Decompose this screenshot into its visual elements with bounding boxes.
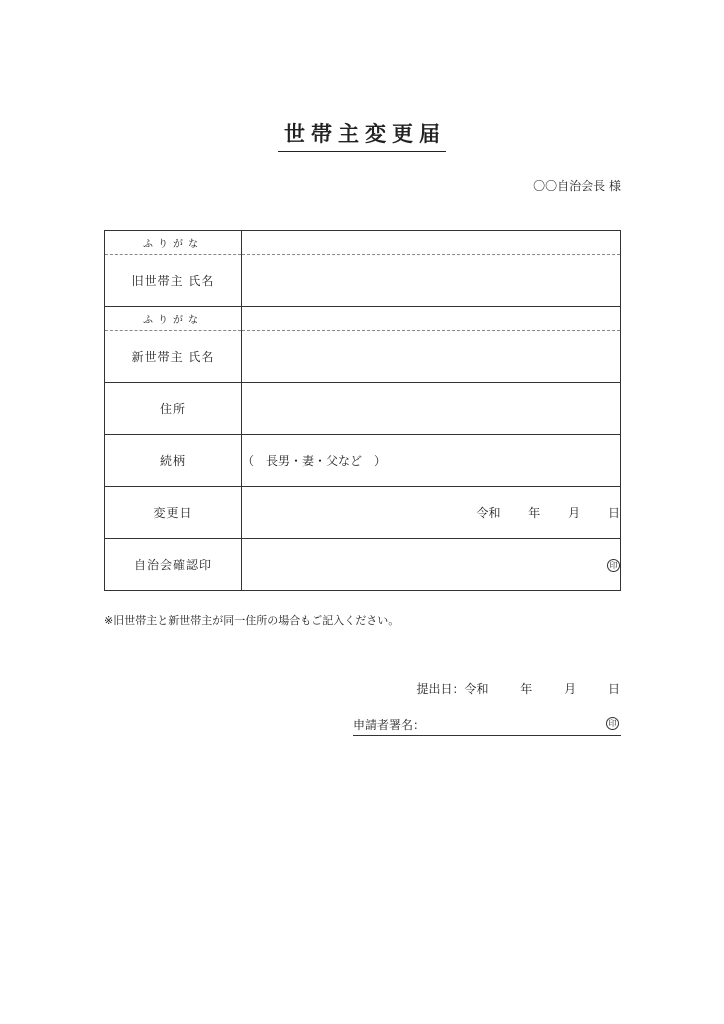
form-title-wrap [0,118,724,152]
seal-icon: 印 [606,717,619,730]
seal-icon: 印 [607,559,620,572]
change-date-row [105,487,621,539]
address-label: 住所 [105,383,242,435]
relation-field[interactable]: （ 長男・妻・父など ） [242,435,621,487]
address-row [105,383,621,435]
new-furigana-row [105,307,621,331]
day-text: 日 [607,506,620,520]
new-furigana-field[interactable] [242,307,621,331]
signature-label: 申請者署名： [353,718,426,732]
addressee: 〇〇自治会長 様 [533,179,621,193]
furigana-label: ふりがな [105,307,242,331]
change-date-label: 変更日 [105,487,242,539]
change-date-field[interactable] [242,487,621,539]
old-head-field[interactable] [242,255,621,307]
submission-year: 年 [520,682,533,696]
old-head-label: 旧世帯主 氏名 [105,255,242,307]
new-head-row [105,331,621,383]
signature-line[interactable] [353,716,621,736]
address-field[interactable] [242,383,621,435]
month-text: 月 [568,506,581,520]
year-text: 年 [528,506,541,520]
relation-label: 続柄 [105,435,242,487]
confirm-row [105,539,621,591]
confirm-seal-field[interactable] [242,539,621,591]
new-head-field[interactable] [242,331,621,383]
old-furigana-row [105,231,621,255]
era-text: 令和 [476,506,501,520]
submission-date [416,680,620,697]
furigana-label: ふりがな [105,231,242,255]
old-furigana-field[interactable] [242,231,621,255]
submission-day: 日 [607,682,620,696]
submission-date-label: 提出日：令和 [416,682,489,696]
application-form [104,230,621,591]
relation-row [105,435,621,487]
confirm-label: 自治会確認印 [105,539,242,591]
new-head-label: 新世帯主 氏名 [105,331,242,383]
form-title: 世帯主変更届 [278,118,446,152]
submission-month: 月 [564,682,577,696]
old-head-row [105,255,621,307]
note-text: ※旧世帯主と新世帯主が同一住所の場合もご記入ください。 [104,614,400,627]
